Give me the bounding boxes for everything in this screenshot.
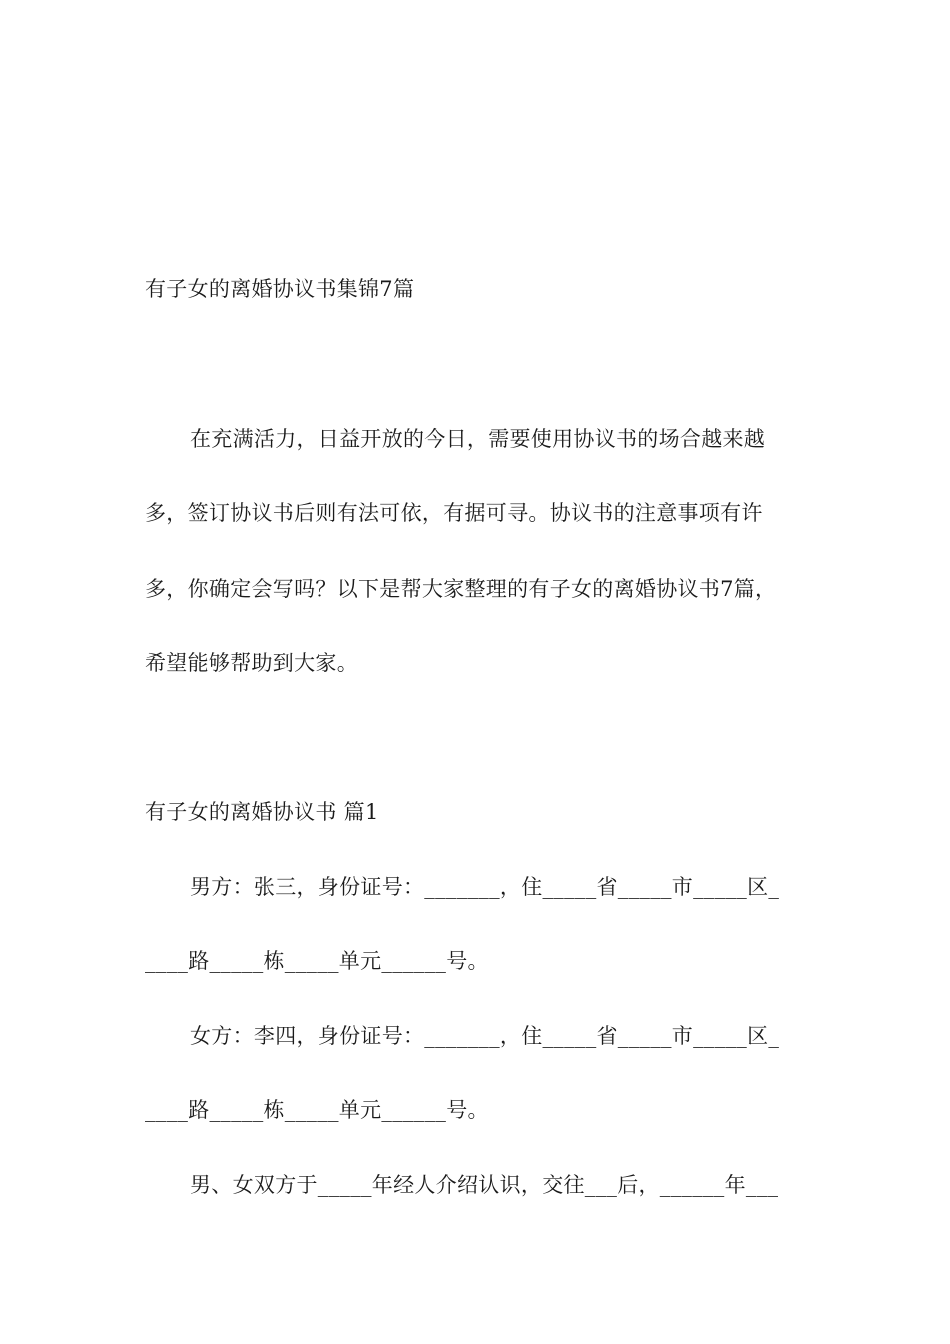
female-party-line-2: ____路_____栋_____单元______号。 <box>145 1098 489 1122</box>
document-title: 有子女的离婚协议书集锦7篇 <box>145 277 415 301</box>
intro-line-2: 多，签订协议书后则有法可依，有据可寻。协议书的注意事项有许 <box>145 501 763 525</box>
male-party-line-1: 男方：张三，身份证号：_______，住_____省_____市_____区_ <box>190 875 780 899</box>
intro-line-3: 多，你确定会写吗？以下是帮大家整理的有子女的离婚协议书7篇， <box>145 577 777 601</box>
section-heading: 有子女的离婚协议书 篇1 <box>145 800 379 824</box>
male-party-line-2: ____路_____栋_____单元______号。 <box>145 949 489 973</box>
intro-line-4: 希望能够帮助到大家。 <box>145 651 358 675</box>
female-party-line-1: 女方：李四，身份证号：_______，住_____省_____市_____区_ <box>190 1024 780 1048</box>
intro-line-1: 在充满活力，日益开放的今日，需要使用协议书的场合越来越 <box>190 427 766 451</box>
clause-line-1: 男、女双方于_____年经人介绍认识，交往___后，______年___ <box>190 1173 779 1197</box>
